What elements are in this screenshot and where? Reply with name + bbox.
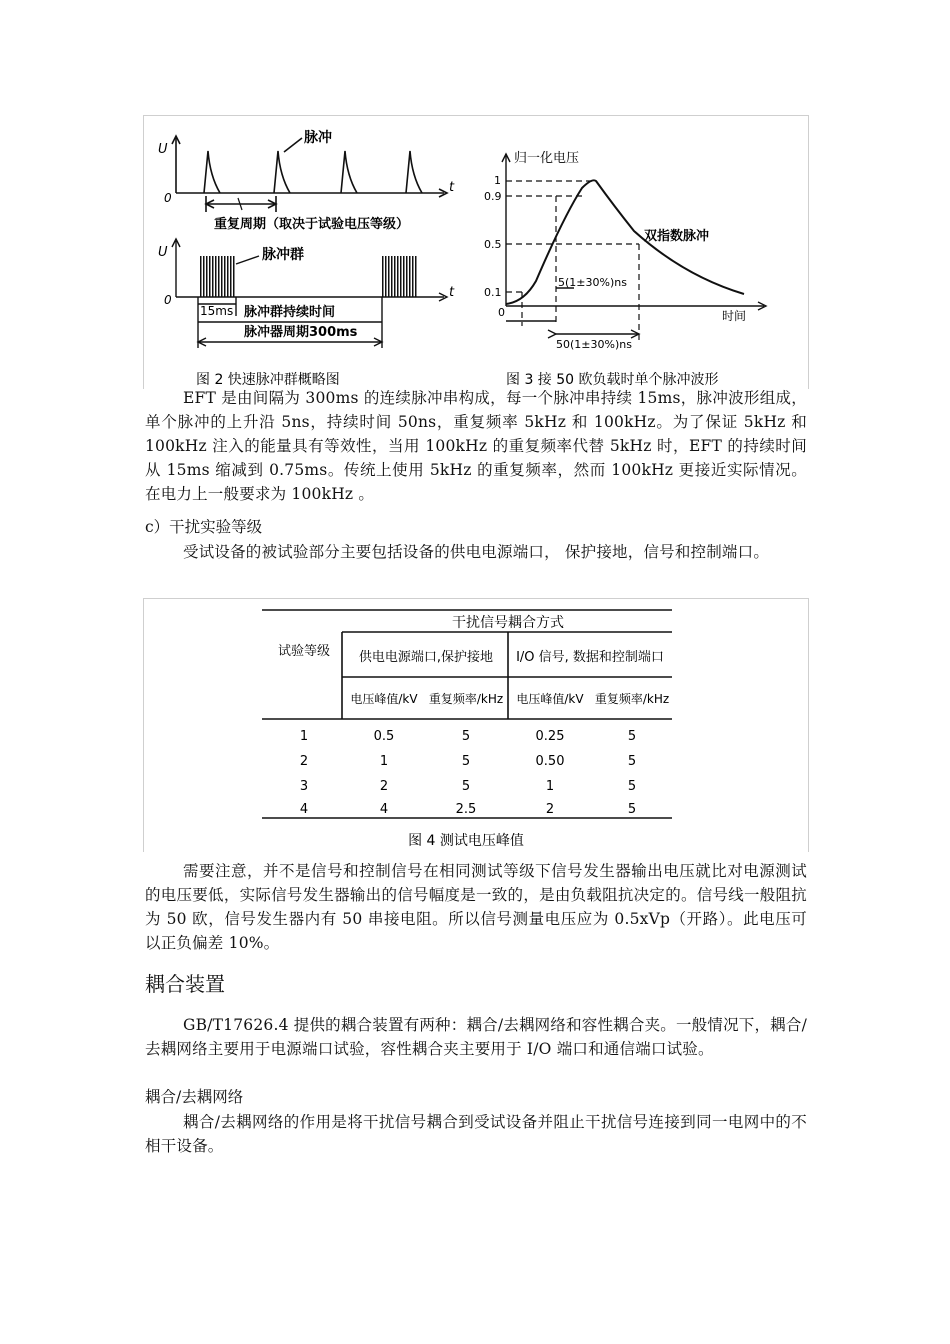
ytick-0: 0 <box>498 306 505 319</box>
cell: 5 <box>461 779 471 794</box>
ytick-1: 1 <box>494 174 501 187</box>
u-axis-label-2: U <box>158 245 168 260</box>
cell: 2 <box>545 802 555 817</box>
cell: 2.5 <box>455 802 477 817</box>
ytick-0-5: 0.5 <box>484 238 502 251</box>
header-voltage-power: 电压峰值/kV <box>350 692 418 706</box>
table-body <box>300 729 636 817</box>
cell: 4 <box>299 802 309 817</box>
pulse-label: 脉冲 <box>304 130 332 146</box>
figure3-caption: 图 3 接 50 欧负载时单个脉冲波形 <box>506 372 719 388</box>
cell: 1 <box>299 729 309 744</box>
paragraph-cdn-purpose: 耦合/去耦网络的作用是将干扰信号耦合到受试设备并阻止干扰信号连接到同一电网中的不相干设备。 <box>145 1113 807 1155</box>
burst-label: 脉冲群 <box>262 247 304 263</box>
pulse-width-label: 50(1±30%)ns <box>556 338 632 351</box>
table-header <box>278 614 669 706</box>
burst-2 <box>382 256 417 297</box>
header-voltage-io: 电压峰值/kV <box>516 692 584 706</box>
table-svg <box>144 599 808 852</box>
header-freq-power: 重复频率/kHz <box>428 692 504 706</box>
t-axis-label: t <box>449 180 455 195</box>
sub-header-io: I/O 信号, 数据和控制端口 <box>516 650 664 665</box>
sub-header-power: 供电电源端口,保护接地 <box>358 650 494 665</box>
heading-test-levels: c）干扰实验等级 <box>145 518 263 536</box>
cell: 2 <box>299 754 309 769</box>
burst-duration-label: 脉冲群持续时间 <box>244 305 336 320</box>
normalized-voltage-label: 归一化电压 <box>514 151 580 166</box>
figure2-caption: 图 2 快速脉冲群概略图 <box>196 372 340 388</box>
cell: 1 <box>379 754 389 769</box>
paragraph-test-ports: 受试设备的被试验部分主要包括设备的供电电源端口， 保护接地，信号和控制端口。 <box>183 543 770 561</box>
cell: 0.50 <box>535 754 565 769</box>
table-row <box>300 754 636 769</box>
cell: 2 <box>379 779 389 794</box>
figure-eft-svg <box>144 116 808 389</box>
cell: 5 <box>627 802 637 817</box>
table-row <box>300 729 636 744</box>
cell: 3 <box>299 779 309 794</box>
u-axis-label: U <box>158 142 168 157</box>
cell: 5 <box>461 754 471 769</box>
burst-1 <box>200 256 235 297</box>
cell: 5 <box>627 729 637 744</box>
time-axis-label: 时间 <box>722 309 747 323</box>
t15-label: 15ms <box>200 304 234 318</box>
paragraph-coupling-devices: GB/T17626.4 提供的耦合装置有两种：耦合/去耦网络和容性耦合夹。一般情况下，耦合/去耦网络主要用于电源端口试验，容性耦合夹主要用于 I/O 端口和通信端口试验。 <box>145 1016 808 1058</box>
cell: 5 <box>627 779 637 794</box>
t-axis-label-2: t <box>449 285 455 300</box>
ytick-0-9: 0.9 <box>484 190 502 203</box>
cell: 1 <box>545 779 555 794</box>
figure-eft-waveforms <box>143 115 809 389</box>
header-freq-io: 重复频率/kHz <box>594 692 670 706</box>
table-row <box>300 802 636 817</box>
cell: 0.5 <box>373 729 395 744</box>
figure4-caption: 图 4 测试电压峰值 <box>408 833 524 849</box>
cell: 5 <box>461 729 471 744</box>
burst-period-label: 脉冲器周期300ms <box>244 325 358 340</box>
cell: 0.25 <box>535 729 565 744</box>
paragraph-eft-description: EFT 是由间隔为 300ms 的连续脉冲串构成，每一个脉冲串持续 15ms，脉冲波形组成，单个脉冲的上升沿 5ns，持续时间 50ns，重复频率 5kHz 和 100kHz。为了保证 5kHz 和 100kHz 注入的能量具有等效性，当用 100kHz 的重复频率代替 5kHz 时，EFT 的持续时间从 15ms 缩减到 0.75ms。传统上使用 5kHz 的重复频率，然而 100kHz 更接近实际情况。在电力上一般要求为 100kHz 。 <box>145 389 807 503</box>
group-header: 干扰信号耦合方式 <box>452 615 564 631</box>
origin-label-2: 0 <box>164 293 172 307</box>
col-level-header: 试验等级 <box>277 644 331 659</box>
figure-test-voltage-table <box>143 598 809 852</box>
ytick-0-1: 0.1 <box>484 286 502 299</box>
table-row <box>300 779 636 794</box>
rise-time-label: 5(1±30%)ns <box>558 276 627 289</box>
pulse-diagram <box>172 136 447 212</box>
paragraph-signal-voltage-note: 需要注意，并不是信号和控制信号在相同测试等级下信号发生器输出电压就比对电源测试的电压要低，实际信号发生器输出的信号幅度是一致的，是由负载阻抗决定的。信号线一般阻抗为 50 欧，信号发生器内有 50 串接电阻。所以信号测量电压应为 0.5xVp（开路）。此电压可以正负偏差 10%。 <box>145 862 807 952</box>
period-label: 重复周期（取决于试验电压等级） <box>214 217 410 232</box>
cell: 4 <box>379 802 389 817</box>
origin-label: 0 <box>164 191 172 205</box>
double-exp-label: 双指数脉冲 <box>644 229 710 244</box>
heading-cdn: 耦合/去耦网络 <box>145 1088 244 1106</box>
cell: 5 <box>627 754 637 769</box>
section-title-coupling-devices: 耦合装置 <box>145 972 225 996</box>
